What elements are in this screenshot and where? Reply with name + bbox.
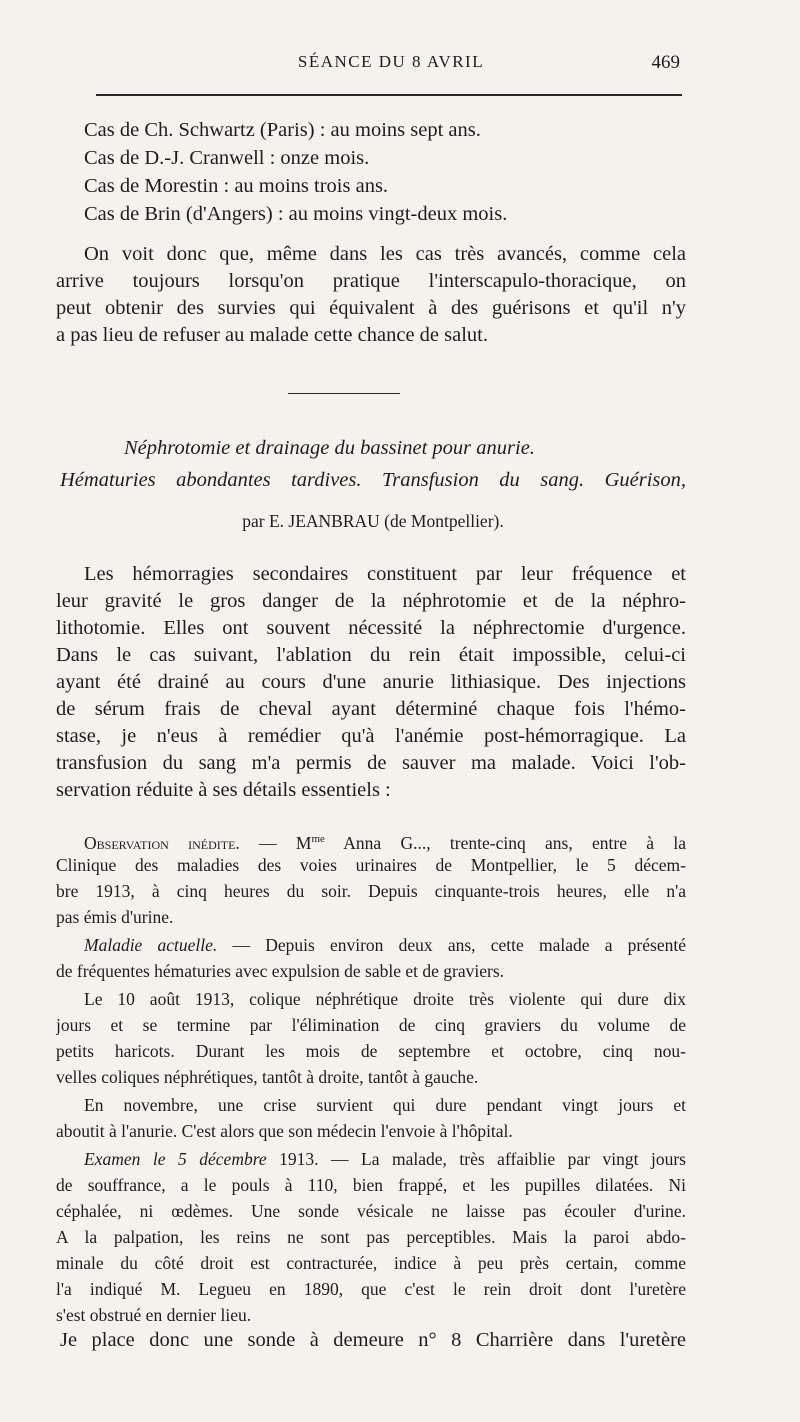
observation-line: de fréquentes hématuries avec expulsion de sable et de graviers. xyxy=(56,961,505,981)
article-byline: par E. JEANBRAU (de Montpellier). xyxy=(242,511,504,531)
page-header xyxy=(96,52,686,82)
paragraph-line: arrive toujours lorsqu'on pratique l'interscapulo-thoracique, on xyxy=(56,270,686,292)
paragraph-line: On voit donc que, même dans les cas très avancés, comme cela xyxy=(84,243,686,265)
paragraph-line: lithotomie. Elles ont souvent nécessité la néphrectomie d'urgence. xyxy=(56,617,686,639)
section-divider xyxy=(288,393,400,394)
mme-superscript: me xyxy=(311,833,325,845)
observation-line: pas émis d'urine. xyxy=(56,907,174,927)
paragraph-line: Dans le cas suivant, l'ablation du rein était impossible, celui-ci xyxy=(56,644,686,666)
maladie-first-rest: — Depuis environ deux ans, cette malade a présenté xyxy=(217,935,686,955)
observation-first-rest: Anna G..., trente-cinq ans, entre à la xyxy=(324,832,686,853)
case-line: Cas de Brin (d'Angers) : au moins vingt-deux mois. xyxy=(84,203,508,225)
case-line: Cas de Morestin : au moins trois ans. xyxy=(84,175,389,197)
observation-label: Observation inédite. xyxy=(84,832,240,853)
paragraph-line: Les hémorragies secondaires constituent par leur fréquence et xyxy=(84,563,686,585)
header-rule xyxy=(96,94,682,96)
observation-line: jours et se termine par l'élimination de cinq graviers du volume de xyxy=(56,1015,686,1035)
paragraph-line: peut obtenir des survies qui équivalent à des guérisons et qu'il n'y xyxy=(56,297,686,319)
observation-dash: — M xyxy=(239,832,312,853)
observation-line: céphalée, ni œdèmes. Une sonde vésicale ne laisse pas écouler d'urine. xyxy=(56,1201,686,1221)
observation-line: En novembre, une crise survient qui dure pendant vingt jours et xyxy=(84,1095,686,1115)
paragraph-line: transfusion du sang m'a permis de sauver ma malade. Voici l'ob- xyxy=(56,752,686,774)
observation-line: aboutit à l'anurie. C'est alors que son médecin l'envoie à l'hôpital. xyxy=(56,1121,513,1141)
examen-label: Examen le 5 décembre xyxy=(84,1149,267,1169)
case-line: Cas de D.-J. Cranwell : onze mois. xyxy=(84,147,370,169)
observation-line: minale du côté droit est contracturée, indice à peu près certain, comme xyxy=(56,1253,686,1273)
observation-line: l'a indiqué M. Legueu en 1890, que c'est le rein droit dont l'uretère xyxy=(56,1279,686,1299)
observation-line: s'est obstrué en dernier lieu. xyxy=(56,1305,252,1325)
observation-line: Le 10 août 1913, colique néphrétique droite très violente qui dure dix xyxy=(84,989,686,1009)
observation-line xyxy=(84,932,686,958)
case-line: Cas de Ch. Schwartz (Paris) : au moins sept ans. xyxy=(84,119,481,141)
observation-line: de souffrance, a le pouls à 110, bien frappé, et les pupilles dilatées. Ni xyxy=(56,1175,686,1195)
paragraph-line: leur gravité le gros danger de la néphrotomie et de la néphro- xyxy=(56,590,686,612)
maladie-label: Maladie actuelle. xyxy=(84,935,218,955)
paragraph-line: servation réduite à ses détails essentiels : xyxy=(56,779,391,801)
running-title: SÉANCE DU 8 AVRIL xyxy=(297,52,485,71)
paragraph-line: ayant été drainé au cours d'une anurie lithiasique. Des injections xyxy=(56,671,686,693)
article-title-line: Hématuries abondantes tardives. Transfusion du sang. Guérison, xyxy=(60,469,686,491)
article-title-line: Néphrotomie et drainage du bassinet pour anurie. xyxy=(124,437,535,459)
observation-line xyxy=(84,1146,686,1172)
paragraph-line: de sérum frais de cheval ayant déterminé chaque fois l'hémo- xyxy=(56,698,686,720)
observation-line: petits haricots. Durant les mois de septembre et octobre, cinq nou- xyxy=(56,1041,686,1061)
observation-line: bre 1913, à cinq heures du soir. Depuis cinquante-trois heures, elle n'a xyxy=(56,881,686,901)
examen-first-rest: 1913. — La malade, très affaiblie par vingt jours xyxy=(266,1149,686,1169)
paragraph-line: stase, je n'eus à remédier qu'à l'anémie post-hémorragique. La xyxy=(56,725,686,747)
observation-line: Je place donc une sonde à demeure n° 8 Charrière dans l'uretère xyxy=(60,1329,686,1351)
paragraph-line: a pas lieu de refuser au malade cette chance de salut. xyxy=(56,324,488,346)
observation-line: velles coliques néphrétiques, tantôt à droite, tantôt à gauche. xyxy=(56,1067,479,1087)
observation-line: A la palpation, les reins ne sont pas perceptibles. Mais la paroi abdo- xyxy=(56,1227,686,1247)
page-number: 469 xyxy=(651,52,680,73)
observation-line: Clinique des maladies des voies urinaires de Montpellier, le 5 décem- xyxy=(56,855,686,875)
